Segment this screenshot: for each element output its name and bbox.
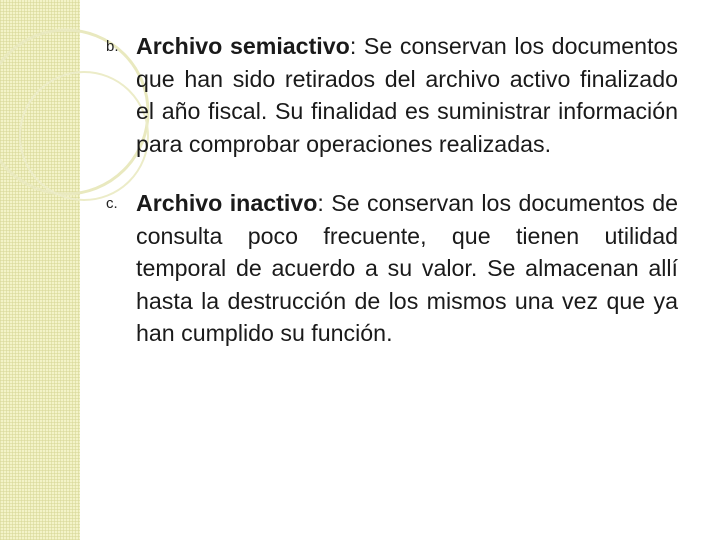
- item-paragraph: [136, 187, 678, 350]
- item-separator: :: [349, 33, 364, 59]
- item-term: Archivo semiactivo: [136, 33, 350, 59]
- item-separator: :: [317, 190, 332, 216]
- item-term: Archivo inactivo: [136, 190, 318, 216]
- list-marker: c.: [106, 195, 118, 212]
- item-body: Se conservan los documentos que han sido retirados del archivo activo finalizado el año fiscal. Su finalidad es suministrar información para comprobar operaciones realizadas.: [136, 33, 679, 157]
- item-paragraph: [136, 30, 678, 160]
- item-body: Se conservan los documentos de consulta poco frecuente, que tienen utilidad temporal de acuerdo a su valor. Se almacenan allí hasta la destrucción de los mismos una vez que ya han cumplido su función.: [136, 190, 678, 346]
- list-item-semiactivo: [106, 30, 678, 160]
- decorative-left-band: [0, 0, 80, 540]
- list-marker: b.: [106, 38, 119, 55]
- list-item-inactivo: [106, 187, 678, 350]
- document-body: [106, 30, 678, 377]
